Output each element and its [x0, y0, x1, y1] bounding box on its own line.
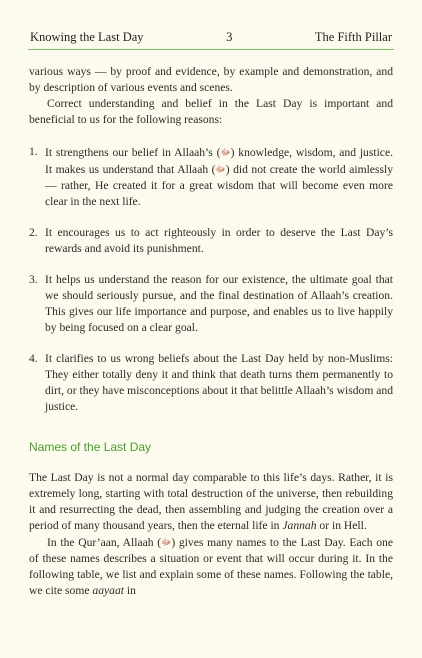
reasons-list: [29, 144, 393, 415]
list-item-text: It clarifies to us wrong beliefs about the Last Day held by non-Muslims: They either totally deny it and think that death turns them permanently to dirt, or they have misconceptions about it that belittle Allaah’s wisdom and justice.: [45, 352, 393, 413]
honorific-glyph: ﷻ: [161, 537, 172, 547]
list-item-number: 1.: [29, 145, 38, 158]
honorific-glyph: ﷻ: [215, 164, 226, 174]
list-item: [29, 351, 393, 415]
text-run: The Last Day is not a normal day comparable to this life’s days. Rather, it is extremely long, starting with total destruction of the universe, then rebuilding it and resurrecting the dead, then assembling and judging the creation over a period of many thousand years, then the eternal life in: [29, 471, 393, 532]
section-heading: Names of the Last Day: [29, 440, 152, 454]
section-paragraph-2: [29, 534, 393, 599]
list-item-number: 3.: [29, 273, 38, 286]
header-divider: [28, 49, 394, 50]
italic-term: aayaat: [92, 584, 124, 597]
text-run: It strengthens our belief in Allaah’s (: [45, 146, 221, 159]
text-run: ) gives many names to the Last Day. Each one of these names describes a situation or event that will occur during it. In the following table, we list and explain some of these names. Following the table, we cite some: [29, 536, 393, 597]
running-header: [30, 30, 392, 45]
list-item-text: [45, 144, 393, 210]
list-item-text: It encourages us to act righteously in order to deserve the Last Day’s rewards and avoid its punishment.: [45, 226, 393, 255]
honorific-glyph: ﷻ: [220, 147, 231, 157]
list-item: [29, 272, 393, 336]
text-run: In the Qur’aan, Allaah (: [47, 536, 162, 549]
intro-paragraph: various ways — by proof and evidence, by example and demonstration, and by description of various events and scenes.: [29, 65, 393, 94]
text-run: in: [123, 584, 136, 597]
intro-paragraph-2: Correct understanding and belief in the Last Day is important and beneficial to us for the following reasons:: [29, 97, 393, 126]
italic-term: Jannah: [282, 519, 317, 532]
page-body: [29, 64, 393, 599]
header-chapter-title: Knowing the Last Day: [30, 30, 144, 44]
section-paragraph: [29, 470, 393, 534]
list-item: [29, 144, 393, 210]
page-number: 3: [226, 30, 233, 44]
list-item: [29, 225, 393, 257]
list-item-number: 2.: [29, 226, 38, 239]
list-item-number: 4.: [29, 352, 38, 365]
text-run: ) knowledge, wisdom, and justice. It makes us understand that Allaah (: [45, 146, 393, 176]
text-run: ) did not create the world aimlessly — rather, He created it for a great wisdom that will become even more clear in the next life.: [45, 163, 393, 208]
list-item-text: It helps us understand the reason for our existence, the ultimate goal that we should seriously pursue, and the final destination of Allaah’s creation. This gives our life importance and purpose, and enables us to live happily by being focused on a clear goal.: [45, 273, 393, 334]
header-book-title: The Fifth Pillar: [314, 30, 392, 44]
text-run: or in Hell.: [316, 519, 367, 532]
